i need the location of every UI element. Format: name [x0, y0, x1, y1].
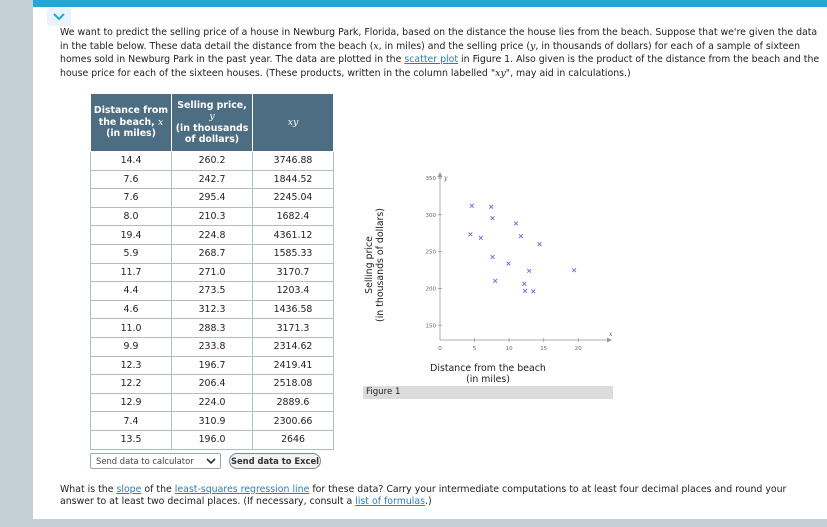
data-point — [538, 242, 542, 246]
distance-cell: 11.7 — [91, 263, 172, 282]
price-cell: 310.9 — [172, 412, 253, 431]
x-tick-label: 10 — [505, 346, 513, 352]
xy-cell: 1436.58 — [253, 300, 334, 319]
price-cell: 242.7 — [172, 170, 253, 189]
xy-cell: 2889.6 — [253, 393, 334, 412]
price-cell: 196.0 — [172, 430, 253, 449]
table-row — [91, 170, 334, 189]
header-price: Selling price, y (in thousands of dollars) — [172, 94, 253, 152]
intro-text: in Figure 1. Also given is the product of the distance from the beach and the house price for each of the sixteen houses. (These products, written in the column labelled " — [60, 54, 820, 79]
distance-cell: 14.4 — [91, 152, 172, 171]
question-text: What is the slope of the least-squares regression line for these data? Carry your intermediate computations to at least four decimal places and round your answer to at least two decimal places. (If necessary, consult a list of formulas.) — [60, 484, 787, 507]
data-point — [507, 262, 511, 266]
distance-cell: 4.4 — [91, 282, 172, 301]
xy-cell: 1682.4 — [253, 207, 334, 226]
y-symbol: y — [530, 40, 536, 52]
table-row — [91, 430, 334, 449]
x-tick-label: 20 — [574, 346, 582, 352]
y-axis-letter: y — [444, 175, 448, 182]
xy-cell: 2245.04 — [253, 189, 334, 208]
table-row — [91, 263, 334, 282]
intro-text: , in miles) and the selling price ( — [378, 40, 531, 52]
table-row — [91, 412, 334, 431]
x-tick-label: 15 — [540, 346, 548, 352]
figure-caption: Figure 1 — [363, 386, 613, 399]
calculator-select-label: Send data to calculator — [96, 456, 194, 466]
data-point — [514, 222, 518, 226]
collapse-toggle[interactable] — [47, 8, 71, 26]
y-tick-label: 150 — [425, 323, 436, 330]
table-row — [91, 375, 334, 394]
price-cell: 288.3 — [172, 319, 253, 338]
distance-cell: 12.9 — [91, 393, 172, 412]
price-cell: 196.7 — [172, 356, 253, 375]
price-cell: 295.4 — [172, 189, 253, 208]
regression-line-link[interactable]: least-squares regression line — [174, 484, 310, 495]
xy-cell: 1203.4 — [253, 282, 334, 301]
send-to-calculator-select[interactable] — [90, 453, 221, 469]
distance-cell: 19.4 — [91, 226, 172, 245]
distance-cell: 8.0 — [91, 207, 172, 226]
data-point — [527, 269, 531, 273]
x-axis-label: Distance from the beach (in miles) — [430, 363, 546, 385]
data-point — [531, 290, 535, 294]
table-row — [91, 282, 334, 301]
y-tick-label: 250 — [425, 249, 436, 256]
distance-cell: 5.9 — [91, 244, 172, 263]
top-accent-bar — [33, 0, 827, 7]
distance-cell: 12.3 — [91, 356, 172, 375]
data-point — [469, 232, 473, 236]
price-cell: 224.0 — [172, 393, 253, 412]
x-axis-letter: x — [609, 331, 613, 338]
y-tick-label: 300 — [425, 212, 436, 219]
xy-cell: 3746.88 — [253, 152, 334, 171]
xy-cell: 4361.12 — [253, 226, 334, 245]
header-xy: xy — [253, 94, 334, 152]
header-distance: Distance from the beach, x (in miles) — [91, 94, 172, 152]
price-cell: 271.0 — [172, 263, 253, 282]
xy-symbol: xy — [495, 67, 506, 79]
data-point — [572, 268, 576, 272]
price-cell: 206.4 — [172, 375, 253, 394]
problem-panel — [33, 0, 827, 527]
table-row — [91, 393, 334, 412]
data-point — [491, 255, 495, 259]
y-axis-arrow-icon — [438, 172, 443, 177]
table-row — [91, 337, 334, 356]
price-cell: 273.5 — [172, 282, 253, 301]
xy-cell: 2518.08 — [253, 375, 334, 394]
table-row — [91, 319, 334, 338]
xy-cell: 2419.41 — [253, 356, 334, 375]
xy-cell: 2314.62 — [253, 337, 334, 356]
x-axis-arrow-icon — [607, 338, 612, 343]
table-row — [91, 207, 334, 226]
data-point — [519, 234, 523, 238]
table-row — [91, 356, 334, 375]
y-tick-label: 350 — [425, 176, 436, 182]
distance-cell: 13.5 — [91, 430, 172, 449]
data-point — [479, 236, 483, 240]
chevron-down-icon — [206, 456, 216, 466]
price-cell: 233.8 — [172, 337, 253, 356]
data-table — [90, 93, 334, 450]
distance-cell: 4.6 — [91, 300, 172, 319]
distance-cell: 12.2 — [91, 375, 172, 394]
table-row — [91, 244, 334, 263]
distance-cell: 7.4 — [91, 412, 172, 431]
data-point — [493, 279, 497, 283]
xy-cell: 3170.7 — [253, 263, 334, 282]
send-to-excel-button[interactable]: Send data to Excel — [229, 453, 321, 469]
table-row — [91, 226, 334, 245]
data-point — [491, 216, 495, 220]
distance-cell: 11.0 — [91, 319, 172, 338]
distance-cell: 9.9 — [91, 337, 172, 356]
data-point — [470, 204, 474, 208]
bottom-bar — [33, 519, 827, 527]
xy-cell: 2300.66 — [253, 412, 334, 431]
x-tick-label: 5 — [472, 346, 477, 352]
y-axis-label: Selling price (in thousands of dollars) — [364, 208, 386, 322]
table-row — [91, 300, 334, 319]
slope-link[interactable]: slope — [116, 484, 142, 495]
price-cell: 224.8 — [172, 226, 253, 245]
distance-cell: 7.6 — [91, 189, 172, 208]
origin-label: 0 — [438, 346, 442, 352]
table-body — [91, 152, 334, 450]
xy-cell: 3171.3 — [253, 319, 334, 338]
price-cell: 210.3 — [172, 207, 253, 226]
problem-intro — [60, 26, 822, 80]
formulas-link[interactable]: list of formulas — [355, 495, 426, 507]
xy-cell: 2646 — [253, 430, 334, 449]
price-cell: 268.7 — [172, 244, 253, 263]
data-point — [523, 289, 527, 293]
table-row — [91, 152, 334, 171]
y-tick-label: 200 — [425, 286, 436, 293]
intro-text: We want to predict the selling price of a house in Newburg Park, Florida, based on the distance the house lies from the beach. Suppose that we're given the data in the table below. These data detail the distance from the beach ( — [60, 27, 818, 52]
intro-text: , in thousands of dollars) for each of a sample of sixteen homes sold in Newburg Park in the past year. The data are plotted in the — [60, 40, 801, 65]
xy-cell: 1585.33 — [253, 244, 334, 263]
x-symbol: x — [373, 40, 379, 52]
intro-text: ", may aid in calculations.) — [505, 67, 631, 79]
distance-cell: 7.6 — [91, 170, 172, 189]
price-cell: 260.2 — [172, 152, 253, 171]
scatter-chart — [363, 168, 613, 388]
price-cell: 312.3 — [172, 300, 253, 319]
data-point — [489, 205, 493, 209]
scatter-plot-link[interactable]: scatter plot — [404, 54, 459, 65]
xy-cell: 1844.52 — [253, 170, 334, 189]
chevron-down-icon — [53, 13, 65, 21]
data-point — [522, 282, 526, 286]
table-row — [91, 189, 334, 208]
